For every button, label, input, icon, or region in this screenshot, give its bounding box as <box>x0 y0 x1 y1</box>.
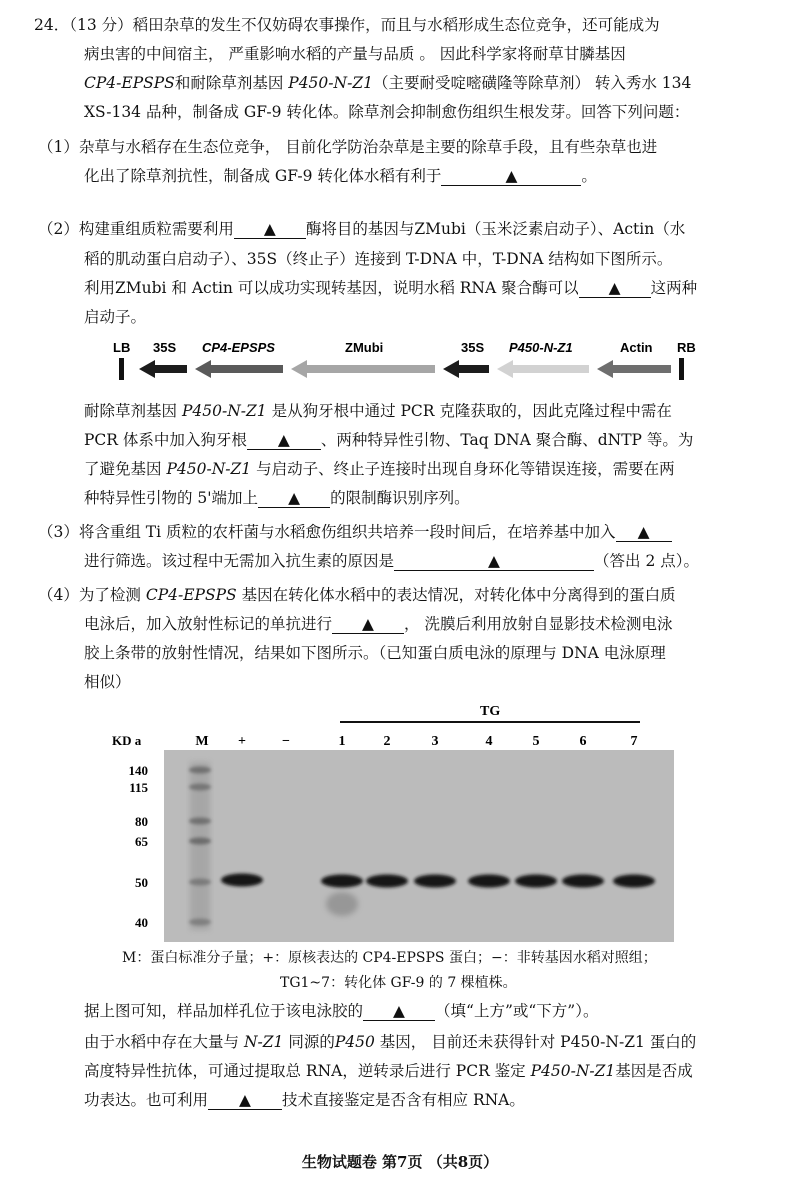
answer-blank-7[interactable] <box>394 552 594 571</box>
text: 相似） <box>84 673 131 691</box>
lane-labels <box>195 734 637 749</box>
part2-line-2 <box>84 248 672 270</box>
text: 基因在转化体水稻中的表达情况，对转化体中分离得到的蛋白质 <box>241 586 676 604</box>
tdna-label-35s-2: 35S <box>461 340 485 355</box>
text: 杂草与水稻存在生态位竞争， 目前化学防治杂草是主要的除草手段，且有些杂草也进 <box>78 138 658 156</box>
answer-blank-10[interactable] <box>208 1091 282 1110</box>
lane-label: 2 <box>383 734 391 749</box>
part3-line-2 <box>84 550 699 572</box>
arrow-35s-1 <box>139 360 187 378</box>
marker-labels <box>129 763 149 930</box>
text: ， 洗膜后利用放射自显影技术检测电泳 <box>404 615 673 633</box>
text: 种特异性引物的 5'端加上 <box>84 489 259 507</box>
arrow-cp4-epsps <box>195 360 283 378</box>
tdna-label-rb: RB <box>677 340 696 355</box>
text: 基因， 目前还未获得针对 P450-N-Z1 蛋白的 <box>379 1033 697 1051</box>
text: 进行筛选。该过程中无需加入抗生素的原因是 <box>84 552 395 570</box>
gene-name: N-Z1 <box>243 1033 284 1051</box>
marker-label: 115 <box>129 780 148 795</box>
gene-name: CP4-EPSPS <box>145 586 237 604</box>
text: 同源的 <box>288 1033 335 1051</box>
part1-line-1 <box>38 136 657 158</box>
ladder-smear <box>190 762 210 930</box>
gel-shading <box>164 750 674 942</box>
text: 的限制酶识别序列。 <box>330 489 470 507</box>
lane-label: 5 <box>532 734 540 749</box>
protein-band <box>562 875 604 888</box>
ladder-bands <box>189 762 211 930</box>
text: ▲ <box>505 167 518 185</box>
text: （答出 2 点）。 <box>594 552 699 570</box>
after-para-line-1 <box>84 1031 696 1053</box>
tdna-label-actin: Actin <box>620 340 653 355</box>
lane-label: 6 <box>579 734 587 749</box>
text: 技术直接鉴定是否含有相应 RNA。 <box>282 1091 525 1109</box>
arrow-35s-2 <box>443 360 489 378</box>
text: ▲ <box>277 431 290 449</box>
gene-name: CP4-EPSPS <box>84 74 175 92</box>
answer-blank-4[interactable] <box>247 431 321 450</box>
after-para-line-2 <box>84 1060 693 1082</box>
protein-band <box>221 874 263 887</box>
text: 化出了除草剂抗性，制备成 GF-9 转化体水稻有利于 <box>84 167 442 185</box>
text: PCR 体系中加入狗牙根 <box>84 431 247 449</box>
text: M：蛋白标准分子量；+：原核表达的 CP4-EPSPS 蛋白；−：非转基因水稻对照组； <box>122 950 657 966</box>
text: 高度特异性抗体，可通过提取总 RNA，逆转录后进行 PCR 鉴定 <box>84 1062 526 1080</box>
part1-line-2 <box>84 165 597 187</box>
part2-para2-line-3 <box>84 458 675 480</box>
part4-line-1 <box>38 584 676 606</box>
tdna-label-35s-1: 35S <box>153 340 177 355</box>
marker-label: 40 <box>135 915 148 930</box>
text: 据上图可知，样品加样孔位于该电泳胶的 <box>84 1002 364 1020</box>
answer-blank-2[interactable] <box>234 220 306 239</box>
text: ▲ <box>239 1091 251 1109</box>
lb-border-marker <box>119 358 124 380</box>
text: ▲ <box>263 220 276 238</box>
tdna-label-p450: P450-N-Z1 <box>509 340 573 355</box>
tdna-label-zmubi: ZMubi <box>345 340 384 355</box>
text: 和耐除草剂基因 <box>174 74 284 92</box>
text: 了避免基因 <box>84 460 162 478</box>
part2-para2-line-4 <box>84 487 470 509</box>
tdna-structure-diagram <box>105 330 705 392</box>
tdna-label-cp4: CP4-EPSPS <box>202 340 275 355</box>
text: 利用ZMubi 和 Actin 可以成功实现转基因，说明水稻 RNA 聚合酶可以 <box>84 279 579 297</box>
text: 这两种 <box>650 279 698 297</box>
text: 由于水稻中存在大量与 <box>84 1033 240 1051</box>
text: 是从狗牙根中通过 PCR 克隆获取的，因此克隆过程中需在 <box>271 402 672 420</box>
text: TG1~7：转化体 GF-9 的 7 棵植株。 <box>280 975 517 991</box>
part-label: （1） <box>38 138 79 156</box>
text: 功表达。也可利用 <box>84 1091 209 1109</box>
part-label: （2） <box>38 220 79 238</box>
gene-name: P450-N-Z1 <box>181 402 267 420</box>
figure-caption-line-1 <box>122 947 657 969</box>
text: ▲ <box>488 552 500 570</box>
text: 基因是否成 <box>615 1062 693 1080</box>
lane-label: 1 <box>338 734 346 749</box>
part-label: （3） <box>38 523 79 541</box>
text: 生物试题卷 第7页 （共8页） <box>301 1153 499 1171</box>
question-line-1 <box>34 14 660 36</box>
text: 病虫害的中间宿主， 严重影响水稻的产量与品质 。 因此科学家将耐草甘膦基因 <box>84 45 626 63</box>
gene-name: P450-N-Z1 <box>530 1062 616 1080</box>
arrow-p450-n-z1 <box>497 360 589 378</box>
text: ▲ <box>608 279 621 297</box>
lane-label: 7 <box>630 734 638 749</box>
part2-para2-line-1 <box>84 400 672 422</box>
text: 与启动子、终止子连接时出现自身环化等错误连接，需要在两 <box>256 460 675 478</box>
text: XS-134 品种，制备成 GF-9 转化体。除草剂会抑制愈伤组织生根发芽。回答下列问题： <box>84 103 690 121</box>
kda-label: KD a <box>112 733 142 748</box>
text: 将含重组 Ti 质粒的农杆菌与水稻愈伤组织共培养一段时间后，在培养基中加入 <box>78 523 616 541</box>
part2-line-3 <box>84 277 697 299</box>
question-line-3 <box>84 72 691 94</box>
part2-para2-line-2 <box>84 429 693 451</box>
answer-blank-9[interactable] <box>363 1002 435 1021</box>
arrow-actin <box>597 360 671 378</box>
page-footer <box>0 1151 800 1173</box>
protein-band <box>366 875 408 888</box>
marker-label: 65 <box>135 834 148 849</box>
text: ▲ <box>393 1002 405 1020</box>
text: （主要耐受啶嘧磺隆等除草剂） 转入秀水 134 <box>372 74 692 92</box>
text: 电泳后，加入放射性标记的单抗进行 <box>84 615 333 633</box>
part2-line-1 <box>38 218 685 240</box>
part4-line-3 <box>84 642 666 664</box>
text: 胶上条带的放射性情况，结果如下图所示。（已知蛋白质电泳的原理与 DNA 电泳原理 <box>84 644 666 662</box>
text: （填“上方”或“下方”）。 <box>435 1002 599 1020</box>
answer-blank-6[interactable] <box>616 523 672 542</box>
protein-band <box>468 875 510 888</box>
text: ▲ <box>637 523 650 541</box>
question-number: 24． <box>34 16 70 34</box>
gene-name: P450-N-Z1 <box>288 74 373 92</box>
text: 。 <box>581 167 597 185</box>
text: 构建重组质粒需要利用 <box>78 220 234 238</box>
part2-line-4 <box>84 306 146 328</box>
marker-label: 80 <box>135 814 148 829</box>
text: ▲ <box>288 489 301 507</box>
answer-blank-1[interactable] <box>441 167 581 186</box>
gene-name: P450-N-Z1 <box>166 460 252 478</box>
answer-blank-5[interactable] <box>258 489 330 508</box>
gene-name: P450 <box>334 1033 375 1051</box>
western-blot-figure <box>108 700 690 945</box>
after-para-line-3 <box>84 1089 525 1111</box>
protein-band <box>414 875 456 888</box>
marker-label: 50 <box>135 875 148 890</box>
question-line-4 <box>84 101 689 123</box>
marker-label: 140 <box>128 763 148 778</box>
rb-border-marker <box>679 358 684 380</box>
protein-band <box>321 875 363 888</box>
band-smear <box>326 892 358 916</box>
question-score: （13 分） <box>69 16 133 34</box>
text: 为了检测 <box>78 586 141 604</box>
after-line-1 <box>84 1000 598 1022</box>
arrow-zmubi <box>291 360 435 378</box>
lane-label: + <box>238 734 246 749</box>
text: 稻田杂草的发生不仅妨碍农事操作，而且与水稻形成生态位竞争，还可能成为 <box>132 16 660 34</box>
protein-band <box>515 875 557 888</box>
text: 耐除草剂基因 <box>84 402 178 420</box>
text: 、两种特异性引物、Taq DNA 聚合酶、dNTP 等。为 <box>320 431 694 449</box>
text: 稻的肌动蛋白启动子）、35S（终止子）连接到 T-DNA 中，T-DNA 结构如下图所示。 <box>84 250 673 268</box>
lane-label: 3 <box>431 734 439 749</box>
part4-line-4 <box>84 671 131 693</box>
part-label: （4） <box>38 586 79 604</box>
protein-band <box>613 875 655 888</box>
answer-blank-8[interactable] <box>332 615 404 634</box>
figure-caption-line-2 <box>280 972 517 994</box>
part3-line-1 <box>38 521 672 543</box>
tdna-label-lb: LB <box>113 340 131 355</box>
tg-label: TG <box>480 704 501 719</box>
part4-line-2 <box>84 613 672 635</box>
text: 酶将目的基因与ZMubi（玉米泛素启动子）、Actin（水 <box>305 220 686 238</box>
text: ▲ <box>362 615 374 633</box>
lane-label: − <box>282 734 290 749</box>
text: 启动子。 <box>84 308 147 326</box>
question-line-2 <box>84 43 626 65</box>
answer-blank-3[interactable] <box>579 279 651 298</box>
lane-label: M <box>195 734 209 749</box>
lane-label: 4 <box>485 734 493 749</box>
